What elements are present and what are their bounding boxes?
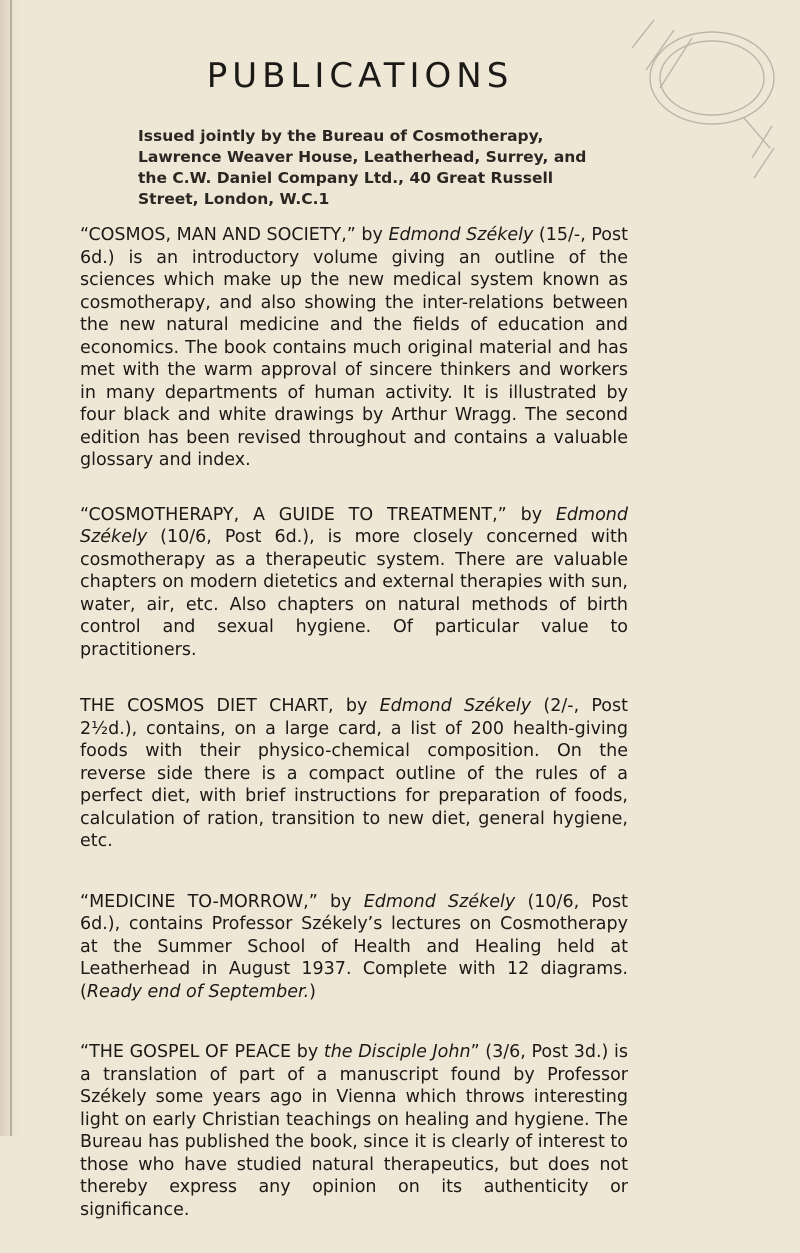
- publication-list: [80, 224, 628, 1253]
- entry-description: (10/6, Post 6d.), contains Professor Székely’s lectures on Cosmotherapy at the Summer School of Health and Healing held at Leatherhead in August 1937. Complete with 12 diagrams. (: [80, 891, 628, 1002]
- entry-author: Edmond Székely: [363, 891, 516, 912]
- entry-title: “COSMOS, MAN AND SOCIETY,” by: [80, 225, 389, 245]
- library-stamp-seal: [602, 8, 782, 198]
- entry-title: “COSMOTHERAPY, A GUIDE TO TREATMENT,” by: [80, 504, 556, 525]
- entry-description: (15/-, Post 6d.) is an introductory volume giving an outline of the sciences which make up the new medical system known as cosmotherapy, and also showing the inter-relations between the new natural medicine and the fields of education and economics. The book contains much original material and has met with the warm approval of sincere thinkers and workers in many departments of human activity. It is illustrated by four black and white drawings by Arthur Wragg. The second edition has been revised throughout and contains a valuable glossary and index.: [80, 225, 628, 470]
- entry-description: ” (3/6, Post 3d.) is a translation of part of a manuscript found by Professor Székely some years ago in Vienna which throws interesting light on early Christian teachings on healing and hygiene. The Bureau has published the book, since it is clearly of interest to those who have studied natural therapeutics, but does not thereby express any opinion on its authenticity or significance.: [80, 1042, 628, 1220]
- entry-description: (2/-, Post 2½d.), contains, on a large card, a list of 200 health-giving foods with their physico-chemical composition. On the reverse side there is a compact outline of the rules of a perfect diet, with brief instructions for preparation of foods, calculation of ration, transition to new diet, general hygiene, etc.: [80, 696, 628, 851]
- entry-title: THE COSMOS DIET CHART, by: [80, 696, 380, 716]
- entry-author: Edmond Székely: [388, 225, 534, 245]
- entry-closing: ): [309, 981, 316, 1002]
- page-title: PUBLICATIONS: [206, 56, 514, 96]
- entry-title: “THE GOSPEL OF PEACE by: [80, 1042, 324, 1062]
- entry-author: the Disciple John: [323, 1042, 471, 1062]
- publication-entry-diet-chart: [80, 695, 628, 853]
- publication-entry-medicine-tomorrow: [80, 891, 628, 1004]
- publication-entry-gospel-of-peace: [80, 1041, 628, 1221]
- publication-entry-cosmotherapy-guide: [80, 504, 628, 662]
- entry-title: “MEDICINE TO-MORROW,” by: [80, 891, 364, 912]
- entry-availability-note: Ready end of September.: [86, 981, 310, 1002]
- entry-description: (10/6, Post 6d.), is more closely concerned with cosmotherapy as a therapeutic system. There are valuable chapters on modern dietetics and external therapies with sun, water, air, etc. Also chapters on natural methods of birth control and sexual hygiene. Of particular value to practitioners.: [80, 527, 628, 660]
- entry-author: Edmond Székely: [379, 696, 532, 716]
- publisher-note: Issued jointly by the Bureau of Cosmotherapy, Lawrence Weaver House, Leatherhead, Surrey, and the C.W. Daniel Company Ltd., 40 Great Russell Street, London, W.C.1: [138, 127, 587, 208]
- publication-entry-cosmos-man-society: [80, 224, 628, 472]
- page-binding-edge: [0, 0, 22, 1136]
- entry-author: Edmond Székely: [80, 504, 628, 547]
